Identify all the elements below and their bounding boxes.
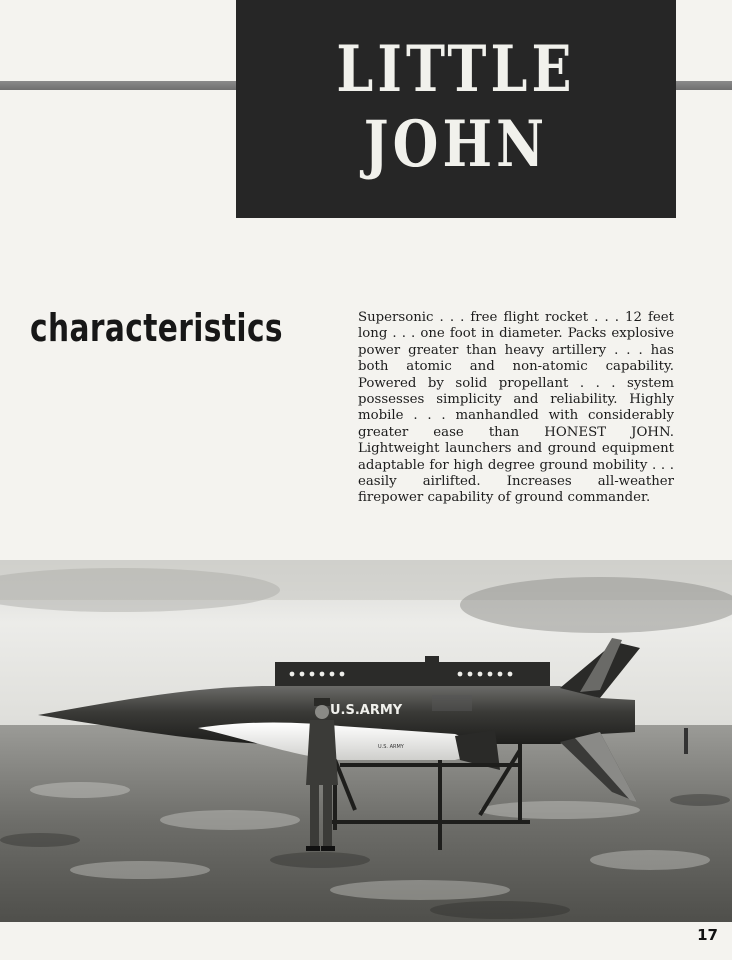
page-number: 17 [697, 926, 718, 944]
small-rocket-marking: U.S. ARMY [378, 744, 404, 750]
title-block [236, 0, 676, 218]
page-title: LITTLE JOHN [336, 32, 576, 182]
rocket-marking: U.S.ARMY [330, 703, 403, 718]
header-rule-left [0, 81, 236, 90]
rocket-photo [0, 560, 732, 922]
characteristics-body: Supersonic . . . free flight rocket . . . 12 feet long . . . one foot in diameter. Packs explosive power greater than heavy artillery . . . has both atomic and non-atomic capability. Powered by solid propellant . . . system possesses simplicity and reliability. Highly mobile . . . manhandled with considerably greater ease than HONEST JOHN. Lightweight launchers and ground equipment adaptable for high degree ground mobility . . . easily airlifted. Increases all-weather firepower capability of ground commander. [358, 310, 674, 506]
section-heading: characteristics [30, 306, 283, 350]
header-rule-right [676, 81, 732, 90]
